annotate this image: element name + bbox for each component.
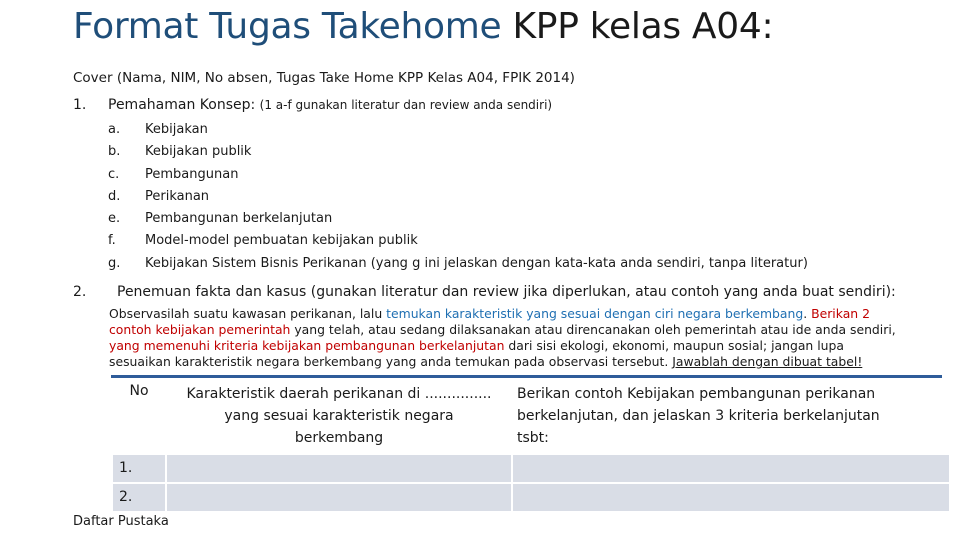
list-item: [108, 188, 808, 210]
para-highlight-red: contoh kebijakan pemerintah: [109, 322, 291, 337]
table-row: [113, 484, 949, 511]
list-letter: a.: [108, 122, 121, 137]
bibliography-label: Daftar Pustaka: [73, 514, 169, 529]
table-cell[interactable]: [167, 455, 511, 482]
section1-note: (1 a-f gunakan literatur dan review anda sendiri): [259, 98, 553, 112]
list-text: Perikanan: [145, 188, 210, 204]
list-text: Pembangunan berkelanjutan: [145, 211, 333, 227]
list-letter: e.: [108, 211, 121, 227]
list-text: Pembangunan: [145, 166, 239, 182]
para-highlight-red: yang memenuhi kriteria kebijakan pembangunan berkelanjutan: [109, 338, 505, 353]
row-number: 2.: [113, 484, 165, 511]
para-text: dari sisi ekologi, ekonomi, maupun sosial; jangan lupa: [504, 338, 844, 353]
header-line: berkembang: [294, 430, 384, 446]
section2-label: Penemuan fakta dan kasus (gunakan literatur dan review jika diperlukan, atau contoh yang anda buat sendiri):: [117, 284, 896, 300]
table-row: [113, 455, 949, 482]
list-item: [108, 210, 808, 232]
list-item: [108, 255, 808, 277]
section1-label: Pemahaman Konsep:: [108, 97, 256, 113]
list-text: Kebijakan publik: [145, 144, 252, 160]
para-text: yang telah, atau sedang dilaksanakan atau direncanakan oleh pemerintah atau ide anda sendiri,: [290, 322, 896, 337]
list-item: [108, 166, 808, 188]
para-text: .: [803, 306, 812, 321]
para-underlined: Jawablah dengan dibuat tabel!: [672, 354, 863, 369]
table-cell[interactable]: [513, 484, 949, 511]
header-no: No: [113, 379, 165, 453]
list-item: [108, 121, 808, 143]
list-letter: g.: [108, 255, 121, 271]
header-line: Karakteristik daerah perikanan di ...............: [186, 386, 492, 402]
header-policy-examples: [513, 379, 949, 453]
section1-number: 1.: [73, 97, 87, 113]
list-item: [108, 232, 808, 254]
list-letter: d.: [108, 188, 121, 204]
header-line: Berikan contoh Kebijakan pembangunan perikanan: [517, 386, 876, 402]
list-item: [108, 143, 808, 165]
answer-table: [111, 377, 951, 513]
list-text: Kebijakan: [145, 122, 208, 137]
para-text: Observasilah suatu kawasan perikanan, lalu: [109, 306, 387, 321]
section2-number: 2.: [73, 284, 87, 300]
header-line: berkelanjutan, dan jelaskan 3 kriteria berkelanjutan: [517, 408, 880, 424]
section2-heading: [73, 284, 896, 300]
title-part1: Format Tugas Takehome: [73, 6, 502, 47]
para-highlight-blue: temukan karakteristik yang sesuai dengan ciri negara berkembang: [386, 306, 804, 321]
slide-title: [73, 6, 773, 47]
table-cell[interactable]: [167, 484, 511, 511]
cover-instruction: Cover (Nama, NIM, No absen, Tugas Take Home KPP Kelas A04, FPIK 2014): [73, 70, 575, 86]
title-part2: KPP kelas A04:: [512, 6, 774, 47]
list-letter: c.: [108, 166, 120, 182]
para-highlight-red: Berikan 2: [811, 306, 870, 321]
para-text: sesuaikan karakteristik negara berkembang yang anda temukan pada observasi tersebut.: [109, 354, 673, 369]
list-text: Model-model pembuatan kebijakan publik: [145, 233, 418, 249]
list-letter: f.: [108, 233, 116, 249]
section2-paragraph: [109, 306, 939, 370]
header-line: yang sesuai karakteristik negara: [224, 408, 454, 424]
header-line: tsbt:: [517, 430, 549, 446]
section1-list: [108, 121, 808, 277]
header-characteristics: [167, 379, 511, 453]
table-cell[interactable]: [513, 455, 949, 482]
list-text: Kebijakan Sistem Bisnis Perikanan (yang g ini jelaskan dengan kata-kata anda sendiri, tanpa literatur): [145, 255, 808, 271]
row-number: 1.: [113, 455, 165, 482]
section1-heading: [73, 97, 552, 113]
list-letter: b.: [108, 144, 121, 160]
table-header-row: [113, 379, 949, 453]
